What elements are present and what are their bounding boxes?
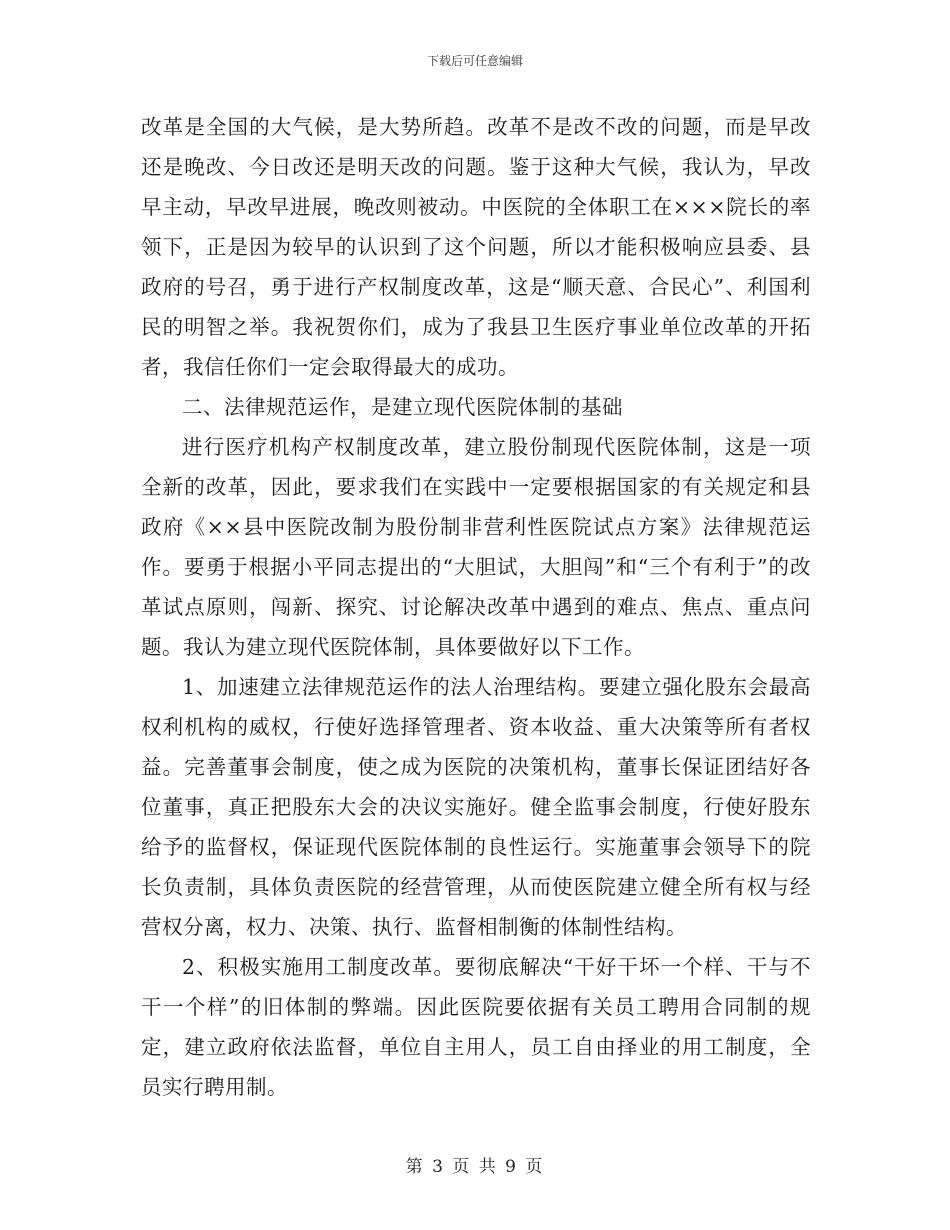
paragraph-item-2-employment: 2、积极实施用工制度改革。要彻底解决“干好干坏一个样、干与不干一个样”的旧体制的弊端。因此医院要依据有关员工聘用合同制的规定，建立政府依法监督，单位自主用人，员工自由择业的用工制度，全员实行聘用制。: [141, 955, 811, 1099]
page-number-footer: 第 3 页 共 9 页: [405, 1157, 545, 1177]
paragraph-property-reform: 进行医疗机构产权制度改革，建立股份制现代医院体制，这是一项全新的改革，因此，要求我们在实践中一定要根据国家的有关规定和县政府《××县中医院改制为股份制非营利性医院试点方案》法律规范运作。要勇于根据小平同志提出的“大胆试，大胆闯”和“三个有利于”的改革试点原则，闯新、探究、讨论解决改革中遇到的难点、焦点、重点问题。我认为建立现代医院体制，具体要做好以下工作。: [141, 435, 811, 659]
paragraph-item-1-governance: 1、加速建立法律规范运作的法人治理结构。要建立强化股东会最高权利机构的威权，行使好选择管理者、资本收益、重大决策等所有者权益。完善董事会制度，使之成为医院的决策机构，董事长保证团结好各位董事，真正把股东大会的决议实施好。健全监事会制度，行使好股东给予的监督权，保证现代医院体制的良性运行。实施董事会领导下的院长负责制，具体负责医院的经营管理，从而使医院建立健全所有权与经营权分离，权力、决策、执行、监督相制衡的体制性结构。: [141, 675, 811, 939]
header-note: 下载后可任意编辑: [426, 54, 523, 68]
section-heading-legal-operation: 二、法律规范运作，是建立现代医院体制的基础: [182, 395, 623, 419]
document-body: [141, 107, 811, 1107]
paragraph-reform-climate: 改革是全国的大气候，是大势所趋。改革不是改不改的问题，而是早改还是晚改、今日改还是明天改的问题。鉴于这种大气候，我认为，早改早主动，早改早进展，晚改则被动。中医院的全体职工在×××院长的率领下，正是因为较早的认识到了这个问题，所以才能积极响应县委、县政府的号召，勇于进行产权制度改革，这是“顺天意、合民心”、利国利民的明智之举。我祝贺你们，成为了我县卫生医疗事业单位改革的开拓者，我信任你们一定会取得最大的成功。: [141, 115, 811, 379]
